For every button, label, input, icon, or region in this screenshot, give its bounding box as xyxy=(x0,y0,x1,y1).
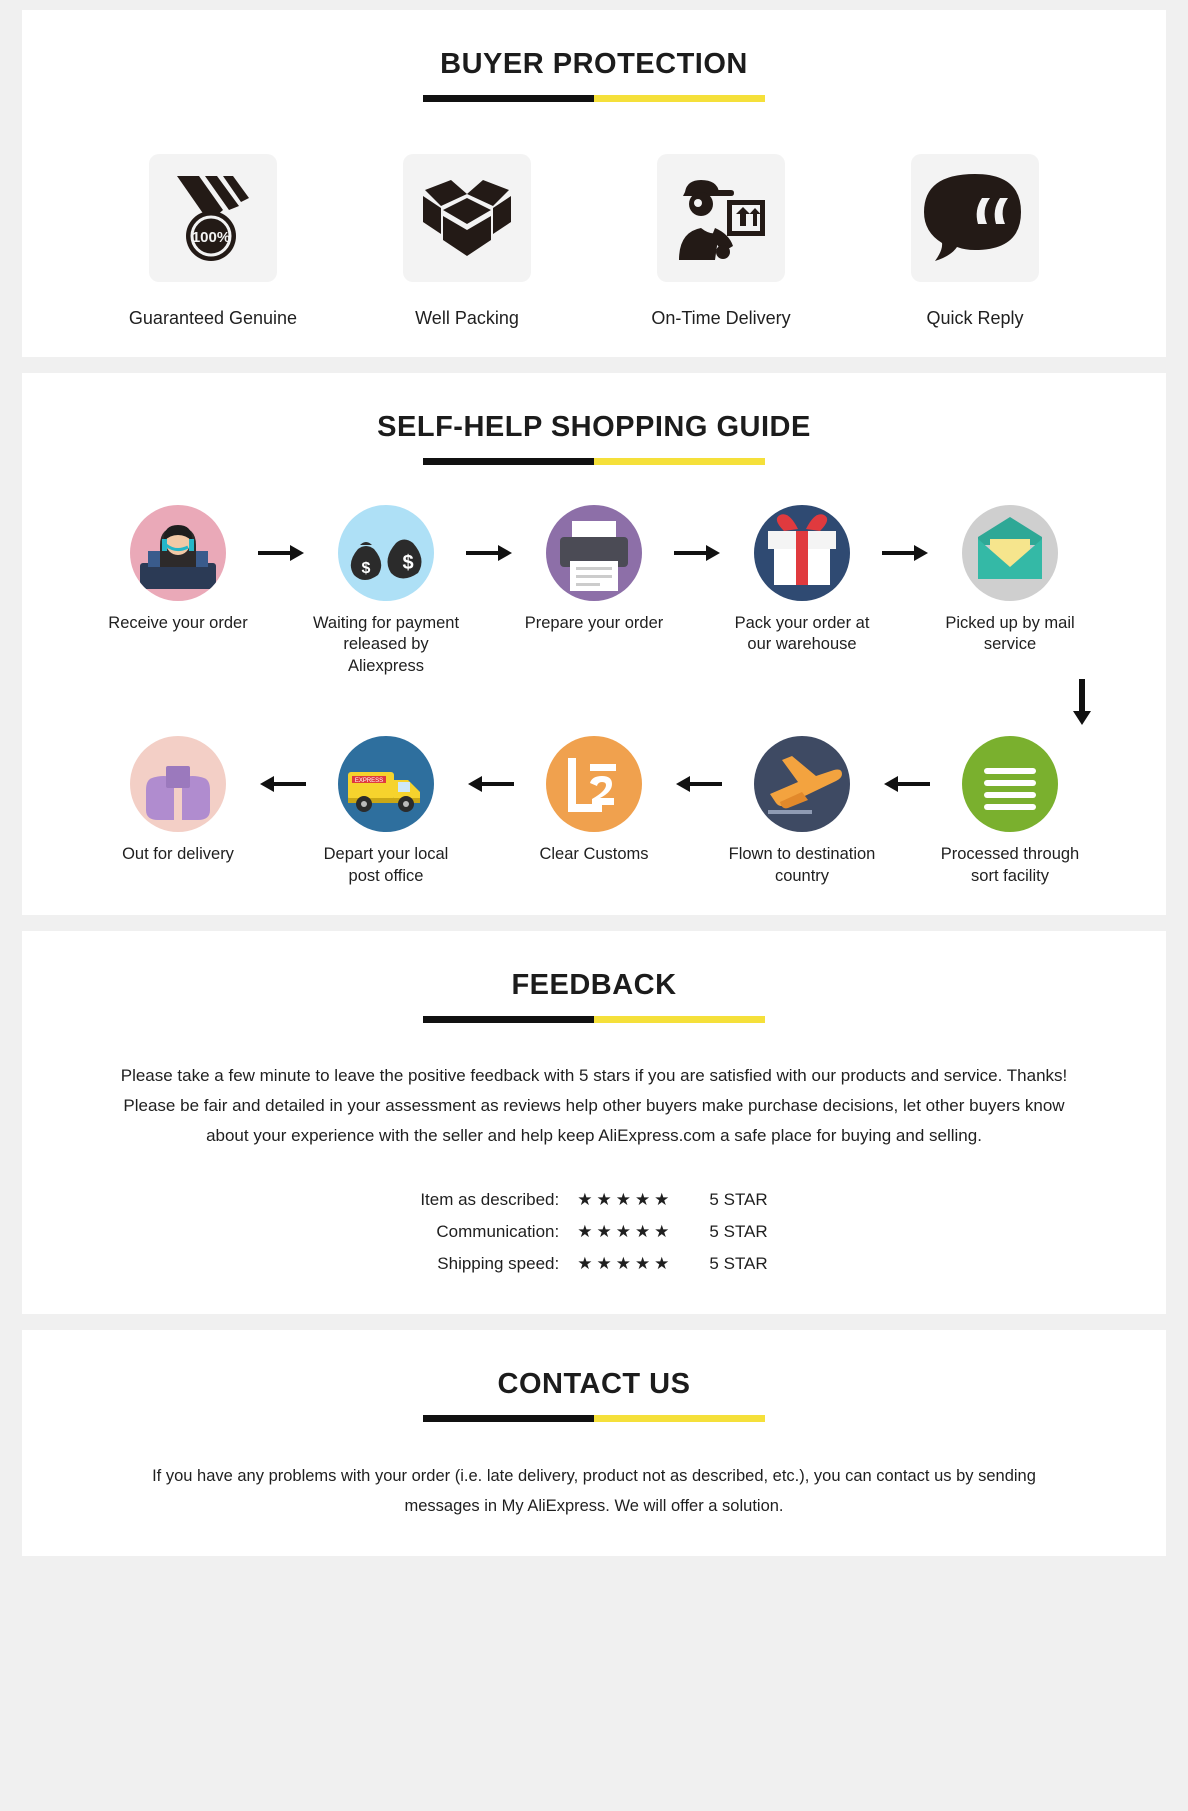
airplane-icon xyxy=(754,736,850,832)
feedback-paragraph: Please take a few minute to leave the positive feedback with 5 stars if you are satisfied with our products and service. Thanks! Please be fair and detailed in your assessment as reviews help other buyers make purchase decisions, let other buyers know about your experience with the seller and help keep AliExpress.com a safe place for buying and selling. xyxy=(120,1066,1068,1145)
feedback-card xyxy=(22,931,1166,1314)
guide-step xyxy=(518,505,670,634)
protection-item xyxy=(372,154,562,329)
medal-100-percent-icon xyxy=(149,154,277,282)
table-row xyxy=(420,1184,767,1216)
title-underline xyxy=(423,95,765,102)
underline-yellow-half xyxy=(594,1016,765,1023)
sorting-lines-icon xyxy=(962,736,1058,832)
title-underline xyxy=(423,1415,765,1422)
printer-icon xyxy=(546,505,642,601)
rating-label: Shipping speed: xyxy=(437,1254,560,1274)
guide-step xyxy=(726,505,878,656)
svg-text:EXPRESS: EXPRESS xyxy=(354,778,384,785)
arrow-left-icon xyxy=(254,736,310,832)
guide-row-second xyxy=(44,736,1144,887)
guide-step xyxy=(726,736,878,887)
arrow-right-icon xyxy=(462,505,518,601)
underline-yellow-half xyxy=(594,1415,765,1422)
buyer-protection-card xyxy=(22,10,1166,357)
underline-black-half xyxy=(423,1415,594,1422)
protection-item xyxy=(118,154,308,329)
courier-with-parcel-icon xyxy=(657,154,785,282)
guide-step-caption: Flown to destination country xyxy=(728,845,876,885)
guide-step xyxy=(310,736,462,887)
underline-yellow-half xyxy=(594,95,765,102)
underline-black-half xyxy=(423,458,594,465)
arrow-left-icon xyxy=(878,736,934,832)
arrow-left-icon xyxy=(462,736,518,832)
guide-step xyxy=(310,505,462,677)
table-row xyxy=(420,1248,767,1280)
star-rating: ★★★★★ xyxy=(577,1254,674,1274)
svg-text:$: $ xyxy=(402,552,414,574)
hands-holding-parcel-icon xyxy=(130,736,226,832)
guide-step xyxy=(934,736,1086,887)
guide-step-caption: Depart your local post office xyxy=(323,845,449,885)
envelope-icon xyxy=(962,505,1058,601)
arrow-left-icon xyxy=(670,736,726,832)
title-underline xyxy=(423,458,765,465)
contact-us-card xyxy=(22,1330,1166,1555)
page-title-feedback: FEEDBACK xyxy=(511,969,677,1002)
support-agent-icon xyxy=(130,505,226,601)
guide-step xyxy=(102,505,254,634)
title-underline xyxy=(423,1016,765,1023)
guide-step xyxy=(934,505,1086,656)
rating-value: 5 STAR xyxy=(709,1222,768,1242)
buyer-protection-items xyxy=(44,154,1144,329)
table-row xyxy=(420,1216,767,1248)
rating-label: Item as described: xyxy=(420,1190,560,1210)
guide-step-caption: Waiting for payment released by Aliexpress xyxy=(312,614,460,675)
svg-text:$: $ xyxy=(361,560,371,577)
arrow-right-icon xyxy=(670,505,726,601)
delivery-van-icon xyxy=(338,736,434,832)
guide-step-caption: Receive your order xyxy=(108,614,248,632)
protection-item-label: Guaranteed Genuine xyxy=(128,308,298,328)
arrow-down-icon xyxy=(1072,679,1092,730)
underline-black-half xyxy=(423,1016,594,1023)
page-title-buyer-protection: BUYER PROTECTION xyxy=(440,48,748,80)
page-title-shopping-guide: SELF-HELP SHOPPING GUIDE xyxy=(377,411,811,443)
protection-item xyxy=(626,154,816,329)
open-box-icon xyxy=(403,154,531,282)
money-bags-icon xyxy=(338,505,434,601)
guide-step-caption: Processed through sort facility xyxy=(940,845,1080,885)
rating-value: 5 STAR xyxy=(709,1190,768,1210)
speech-bubble-icon xyxy=(911,154,1039,282)
page-title-contact-us: CONTACT US xyxy=(497,1368,691,1401)
arrow-right-icon xyxy=(254,505,310,601)
underline-black-half xyxy=(423,95,594,102)
rating-value: 5 STAR xyxy=(709,1254,768,1274)
customs-officer-icon xyxy=(546,736,642,832)
underline-yellow-half xyxy=(594,458,765,465)
gift-box-icon xyxy=(754,505,850,601)
guide-step-caption: Clear Customs xyxy=(539,845,649,864)
protection-item xyxy=(880,154,1070,329)
protection-item-label: Quick Reply xyxy=(926,308,1024,328)
medal-badge-text: 100% xyxy=(191,229,231,246)
contact-paragraph: If you have any problems with your order (i.e. late delivery, product not as described, etc.), you can contact us by sending messages in My AliExpress. We will offer a solution. xyxy=(152,1467,1036,1516)
star-rating: ★★★★★ xyxy=(577,1222,674,1242)
rating-label: Communication: xyxy=(436,1222,560,1242)
star-rating: ★★★★★ xyxy=(577,1190,674,1210)
guide-step xyxy=(102,736,254,865)
guide-step xyxy=(518,736,670,865)
protection-item-label: Well Packing xyxy=(415,308,519,328)
shopping-guide-flow xyxy=(44,505,1144,887)
guide-step-caption: Prepare your order xyxy=(524,614,664,632)
feedback-rating-table xyxy=(420,1184,767,1280)
protection-item-label: On-Time Delivery xyxy=(651,308,791,328)
guide-step-caption: Out for delivery xyxy=(122,845,234,864)
arrow-down-wrapper xyxy=(44,679,1144,730)
guide-step-caption: Picked up by mail service xyxy=(945,614,1075,654)
arrow-right-icon xyxy=(878,505,934,601)
shopping-guide-card xyxy=(22,373,1166,915)
guide-step-caption: Pack your order at our warehouse xyxy=(734,614,870,654)
guide-row-first xyxy=(44,505,1144,677)
